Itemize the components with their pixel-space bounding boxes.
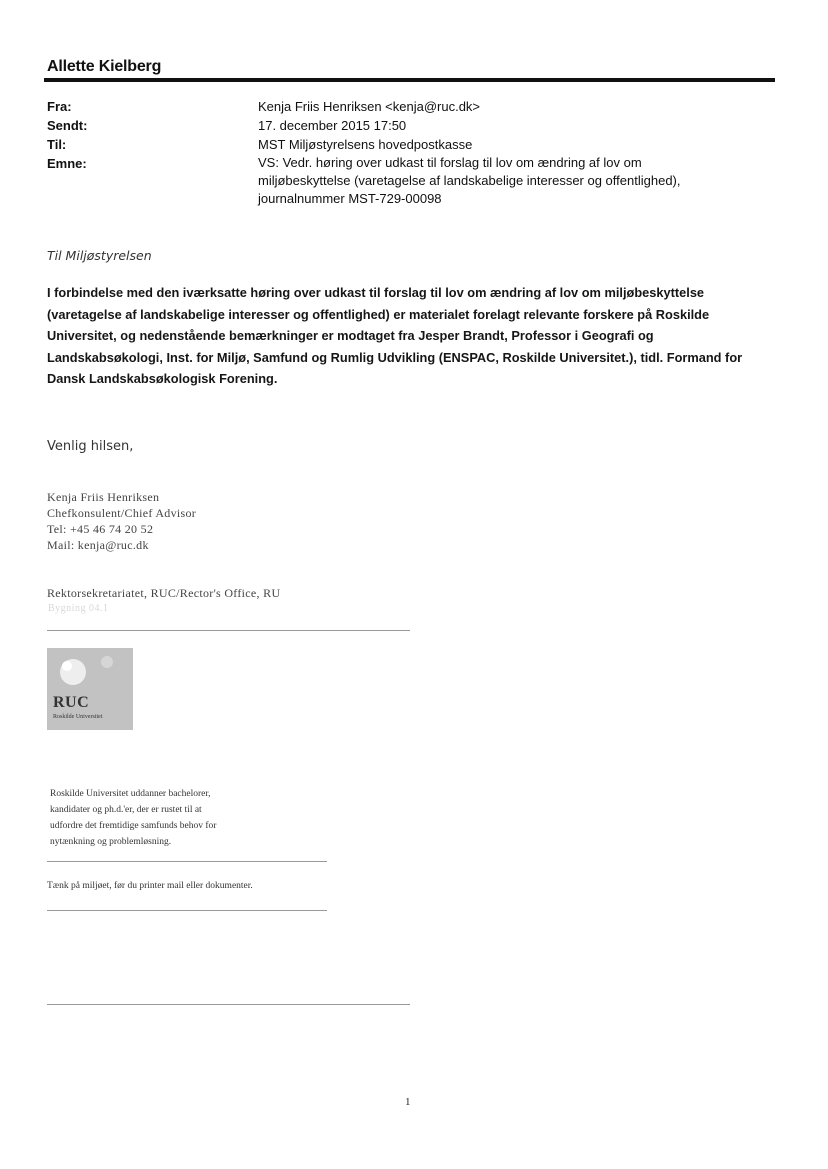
body-paragraph (47, 282, 772, 390)
signature-title: Chefkonsulent/Chief Advisor (47, 506, 197, 520)
body-line: Universitet, og nedenstående bemærkninger er modtaget fra Jesper Brandt, Professor i Geografi og (47, 328, 654, 343)
footer-divider-2 (47, 910, 327, 911)
body-line: I forbindelse med den iværksatte høring over udkast til forslag til lov om ændring af lov om miljøbeskyttelse (47, 285, 705, 300)
body-line: Landskabsøkologi, Inst. for Miljø, Samfund og Rumlig Udvikling (ENSPAC, Roskilde Universitet.), tidl. Formand for (47, 349, 743, 365)
description-line: kandidater og ph.d.'er, der er rustet til at (50, 805, 202, 815)
signature-office: Rektorsekretariatet, RUC/Rector's Office, RU (47, 586, 281, 600)
greeting: Til Miljøstyrelsen (47, 248, 152, 263)
signature-mail[interactable]: Mail: kenja@ruc.dk (47, 538, 149, 552)
environment-note: Tænk på miljøet, før du printer mail eller dokumenter. (47, 881, 253, 891)
ruc-logo (47, 648, 133, 730)
body-line: (varetagelse af landskabelige interesser og offentlighed) er materialet forelagt relevante forskere på Roskilde (47, 306, 710, 322)
page-number: 1 (405, 1096, 411, 1108)
footer-divider-3 (47, 1004, 410, 1005)
sender-name: Allette Kielberg (47, 58, 162, 75)
subject-line: journalnummer MST-729-00098 (258, 191, 442, 206)
footer-divider-1 (47, 861, 327, 862)
logo-text: RUC (53, 694, 90, 711)
from-label: Fra: (47, 99, 72, 114)
sent-value: 17. december 2015 17:50 (258, 118, 407, 133)
signature-faint-line: Bygning 04.1 (48, 603, 109, 614)
closing: Venlig hilsen, (47, 439, 134, 454)
university-description (50, 786, 310, 850)
logo-subtext: Roskilde Universitet (53, 714, 103, 720)
signature-name: Kenja Friis Henriksen (47, 490, 160, 504)
subject-value (258, 154, 758, 208)
subject-line: miljøbeskyttelse (varetagelse af landskabelige interesser og offentlighed), (258, 173, 681, 188)
description-line: nytænkning og problemløsning. (50, 837, 172, 847)
signature-phone: Tel: +45 46 74 20 52 (47, 522, 154, 536)
to-label: Til: (47, 137, 67, 152)
from-value: Kenja Friis Henriksen <kenja@ruc.dk> (258, 99, 481, 114)
description-line: Roskilde Universitet uddanner bachelorer, (50, 789, 211, 799)
description-line: udfordre det fremtidige samfunds behov for (50, 821, 217, 831)
subject-label: Emne: (47, 156, 87, 171)
header-rule (44, 78, 775, 82)
signature-divider (47, 630, 410, 631)
sent-label: Sendt: (47, 118, 88, 133)
to-value: MST Miljøstyrelsens hovedpostkasse (258, 137, 473, 152)
subject-line: VS: Vedr. høring over udkast til forslag til lov om ændring af lov om (258, 155, 642, 170)
body-line: Dansk Landskabsøkologisk Forening. (47, 371, 278, 386)
